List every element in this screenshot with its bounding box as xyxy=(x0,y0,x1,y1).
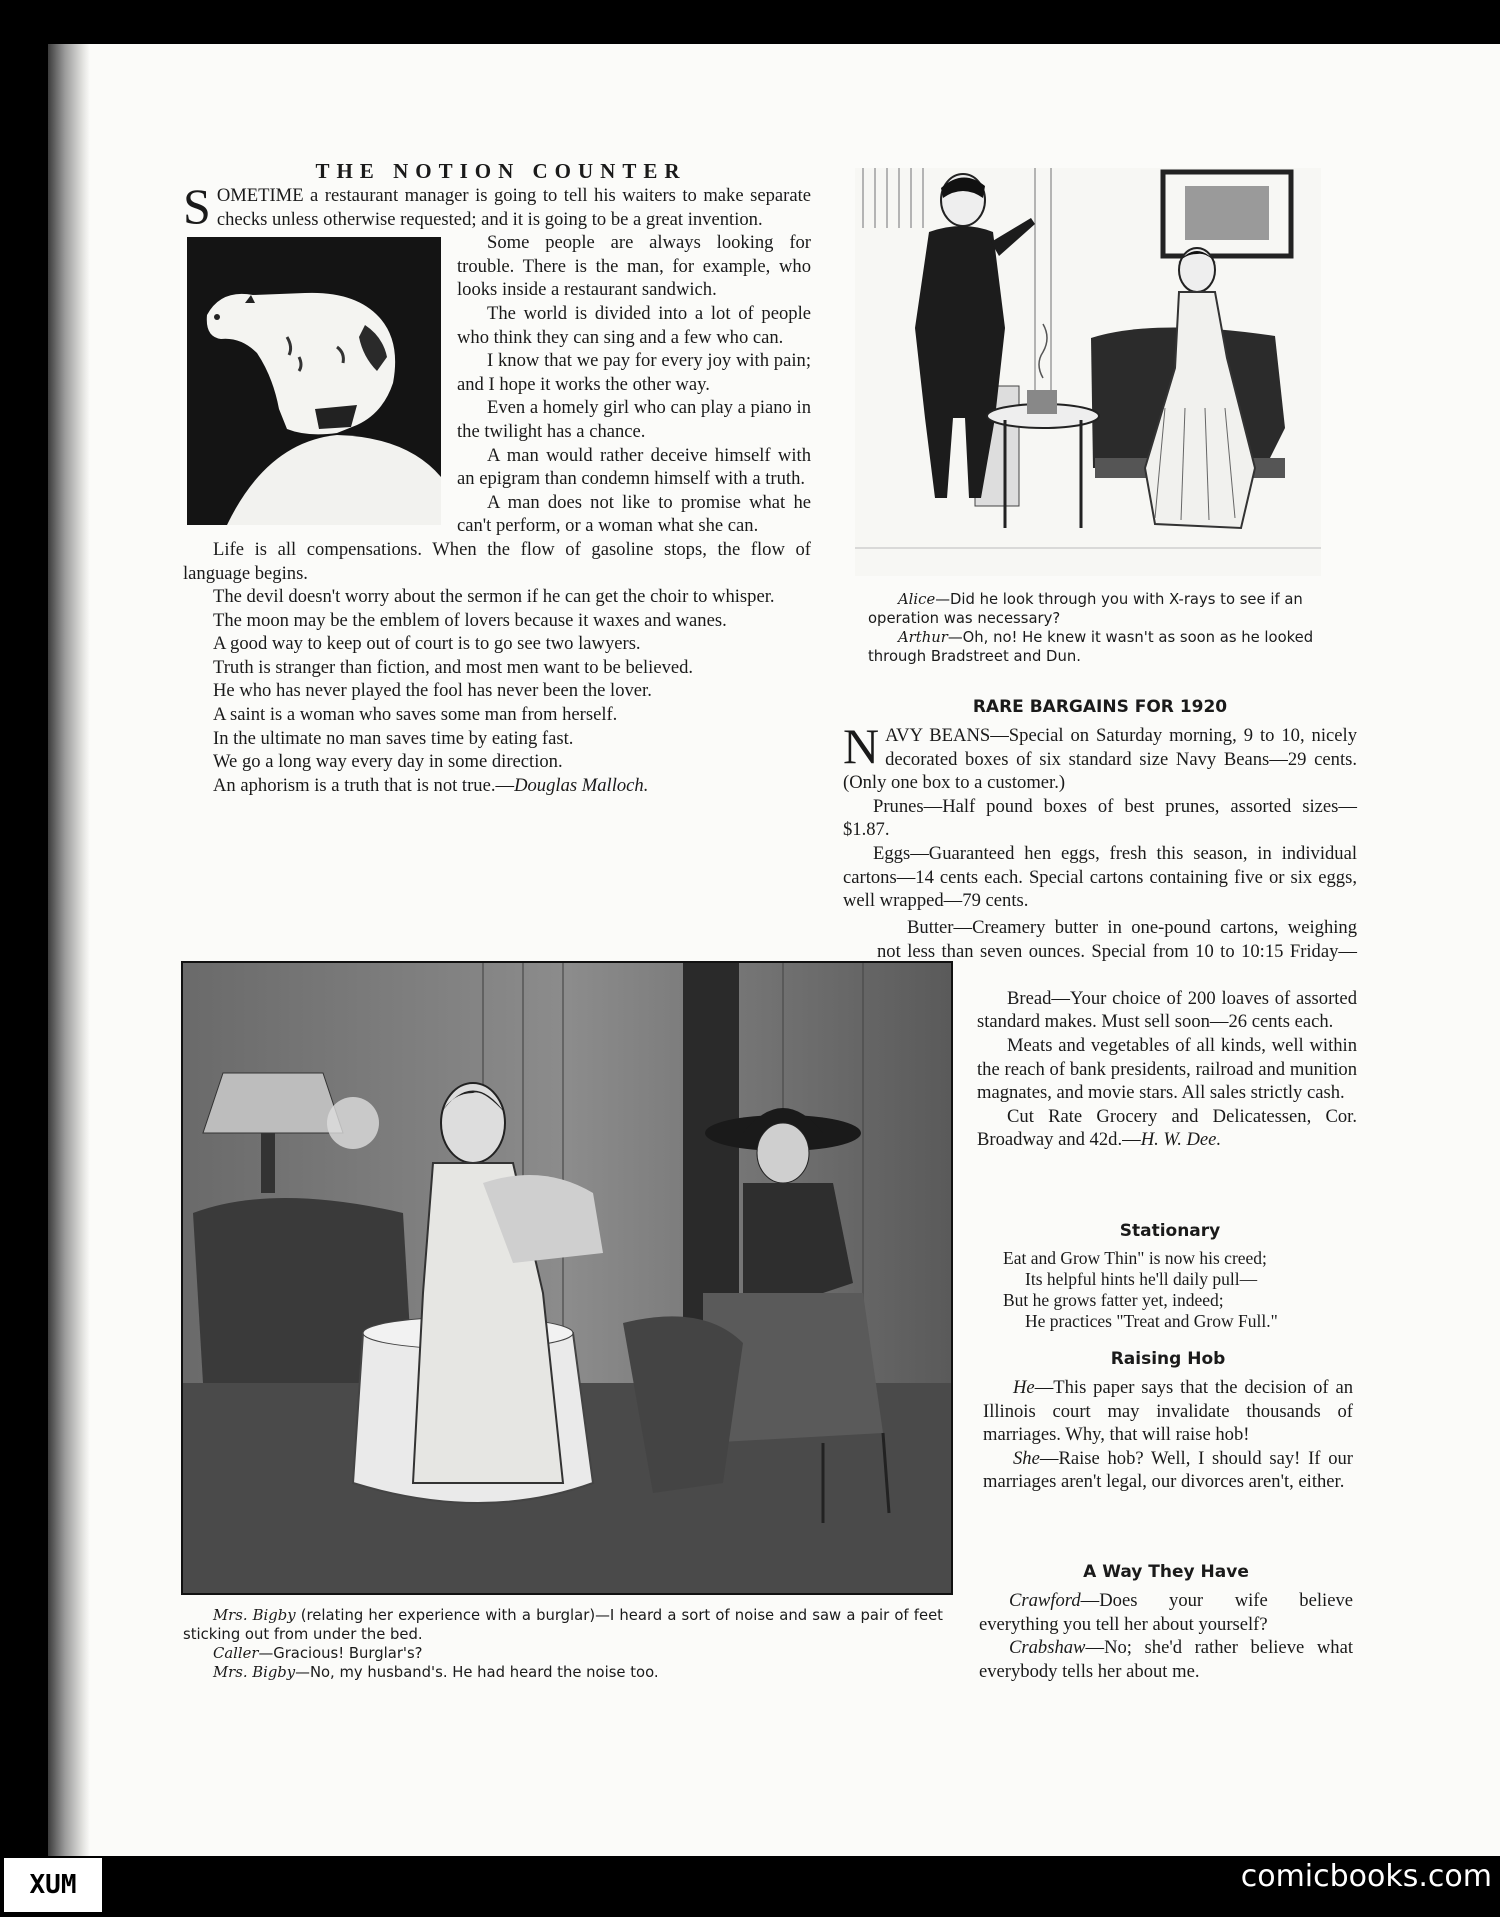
cartoon-bottom-illustration xyxy=(181,961,953,1595)
verse-line: Its helpful hints he'll daily pull— xyxy=(1025,1269,1258,1289)
notion-paragraph: A good way to keep out of court is to go see two lawyers. xyxy=(213,633,641,655)
bargain-item: Bread—Your choice of 200 loaves of assorted standard makes. Must sell soon—26 cents each. xyxy=(977,987,1357,1033)
speaker: Arthur xyxy=(898,629,948,646)
speaker: Caller xyxy=(213,1645,259,1662)
section-title: Stationary xyxy=(1119,1221,1221,1241)
dialogue-line xyxy=(979,1636,1353,1683)
caption-line xyxy=(183,1644,943,1663)
lead-text: AVY BEANS—Special on Saturday morning, 9 to 10, nicely decorated boxes of six standard size Navy Beans—29 cents. (Only one box to a customer.) xyxy=(843,725,1357,794)
bargains-article xyxy=(843,696,1357,913)
drop-cap: S xyxy=(183,178,211,234)
speaker: Mrs. Bigby xyxy=(213,1607,296,1624)
notion-paragraph: A man would rather deceive himself with an epigram than condemn himself with a truth. xyxy=(457,444,811,490)
section-title: A Way They Have xyxy=(1083,1562,1249,1582)
bargain-item: Butter—Creamery butter in one-pound cartons, weighing not less than seven ounces. Special from 10 to 10:15 Friday— xyxy=(877,917,1357,962)
drop-cap: N xyxy=(843,718,880,774)
notion-paragraph: The world is divided into a lot of people who think they can sing and a few who can. xyxy=(457,302,811,348)
dialogue: —Gracious! Burglar's? xyxy=(258,1645,423,1662)
signoff-text: Cut Rate Grocery and Delicatessen, Cor. Broadway and 42d.— xyxy=(977,1105,1357,1151)
bargain-item: Meats and vegetables of all kinds, well within the reach of bank presidents, railroad and munition magnates, and movie stars. All sales strictly cash. xyxy=(977,1034,1357,1104)
cartoon-top-illustration xyxy=(855,168,1321,576)
byline: H. W. Dee. xyxy=(1140,1129,1222,1151)
notion-paragraph: Truth is stranger than fiction, and most men want to be believed. xyxy=(213,656,694,678)
lead-text: OMETIME a restaurant manager is going to tell his waiters to make separate checks unless otherwise requested; and it is going to be a great invention. xyxy=(216,185,811,230)
dialogue: —No; she'd rather believe what everybody tells her about me. xyxy=(979,1637,1353,1682)
notion-paragraph: The moon may be the emblem of lovers because it waxes and wanes. xyxy=(213,609,727,631)
polar-bear-illustration xyxy=(187,237,441,525)
lead-paragraph xyxy=(183,178,811,234)
bargains-lead xyxy=(843,718,1357,795)
dialogue: —No, my husband's. He had heard the noise too. xyxy=(295,1664,659,1681)
binding-gutter xyxy=(48,44,90,1856)
raising-hob-article xyxy=(983,1348,1353,1494)
bargain-signoff xyxy=(977,1105,1357,1152)
dialogue-line xyxy=(983,1376,1353,1447)
dialogue: —Did he look through you with X-rays to see if an operation was necessary? xyxy=(868,591,1303,627)
notion-paragraph: I know that we pay for every joy with pain; and I hope it works the other way. xyxy=(457,350,811,395)
notion-paragraph: Even a homely girl who can play a piano in the twilight has a chance. xyxy=(457,397,811,442)
dialogue: —This paper says that the decision of an Illinois court may invalidate thousands of marriages. Why, that will raise hob! xyxy=(983,1377,1353,1446)
speaker: Crawford xyxy=(1009,1590,1081,1611)
speaker: Mrs. Bigby xyxy=(213,1664,296,1681)
dialogue-line xyxy=(979,1589,1353,1636)
notion-paragraph: A saint is a woman who saves some man from herself. xyxy=(213,704,618,726)
notion-paragraph: We go a long way every day in some direction. xyxy=(213,751,563,773)
notion-paragraph: The devil doesn't worry about the sermon if he can get the choir to whisper. xyxy=(213,586,775,608)
stationary-poem xyxy=(983,1220,1357,1332)
notion-paragraph: In the ultimate no man saves time by eating fast. xyxy=(213,727,574,749)
section-title: RARE BARGAINS FOR 1920 xyxy=(972,697,1228,717)
byline: Douglas Malloch. xyxy=(514,774,649,796)
notion-paragraph: Life is all compensations. When the flow of gasoline stops, the flow of language begins. xyxy=(183,538,811,584)
way-they-have-article xyxy=(979,1561,1353,1683)
notion-counter-article xyxy=(183,158,811,797)
notion-paragraph: He who has never played the fool has never been the lover. xyxy=(213,680,652,702)
caption-line xyxy=(868,628,1334,666)
cartoon-bottom-caption xyxy=(183,1606,943,1682)
bargain-item: Eggs—Guaranteed hen eggs, fresh this season, in individual cartons—14 cents each. Special cartons containing five or six eggs, well wrapped—79 cents. xyxy=(843,842,1357,912)
dialogue: —Oh, no! He knew it wasn't as soon as he looked through Bradstreet and Dun. xyxy=(868,629,1314,665)
bargain-item: Prunes—Half pound boxes of best prunes, assorted sizes—$1.87. xyxy=(843,795,1357,841)
dialogue: (relating her experience with a burglar)—I heard a sort of noise and saw a pair of feet sticking out from under the bed. xyxy=(183,1607,943,1643)
verse-line: But he grows fatter yet, indeed; xyxy=(1003,1290,1224,1310)
notion-paragraph: Some people are always looking for trouble. There is the man, for example, who looks inside a restaurant sandwich. xyxy=(457,232,811,301)
caption-line xyxy=(868,590,1334,628)
verse-line: Eat and Grow Thin" is now his creed; xyxy=(1003,1248,1267,1268)
article-title: THE NOTION COUNTER xyxy=(315,159,687,183)
speaker: Alice xyxy=(898,591,936,608)
dialogue-line xyxy=(983,1447,1353,1494)
notion-closing-line xyxy=(183,774,811,798)
dialogue: —Raise hob? Well, I should say! If our marriages aren't legal, our divorces aren't, either. xyxy=(983,1447,1353,1493)
closing-text: An aphorism is a truth that is not true.— xyxy=(213,774,515,796)
speaker: Crabshaw xyxy=(1009,1637,1086,1659)
source-tag: XUM xyxy=(4,1858,102,1912)
dialogue: —Does your wife believe everything you tell her about yourself? xyxy=(979,1590,1353,1635)
caption-line xyxy=(183,1663,943,1682)
site-watermark[interactable]: comicbooks.com xyxy=(1240,1859,1492,1894)
verse xyxy=(1003,1248,1357,1332)
section-title: Raising Hob xyxy=(1110,1349,1226,1369)
caption-line xyxy=(183,1606,943,1644)
notion-paragraph: A man does not like to promise what he can't perform, or a woman what she can. xyxy=(457,491,811,537)
speaker: She xyxy=(1013,1447,1040,1469)
verse-line: He practices "Treat and Grow Full." xyxy=(1025,1311,1278,1331)
cartoon-top-caption xyxy=(868,590,1334,666)
speaker: He xyxy=(1013,1377,1035,1398)
